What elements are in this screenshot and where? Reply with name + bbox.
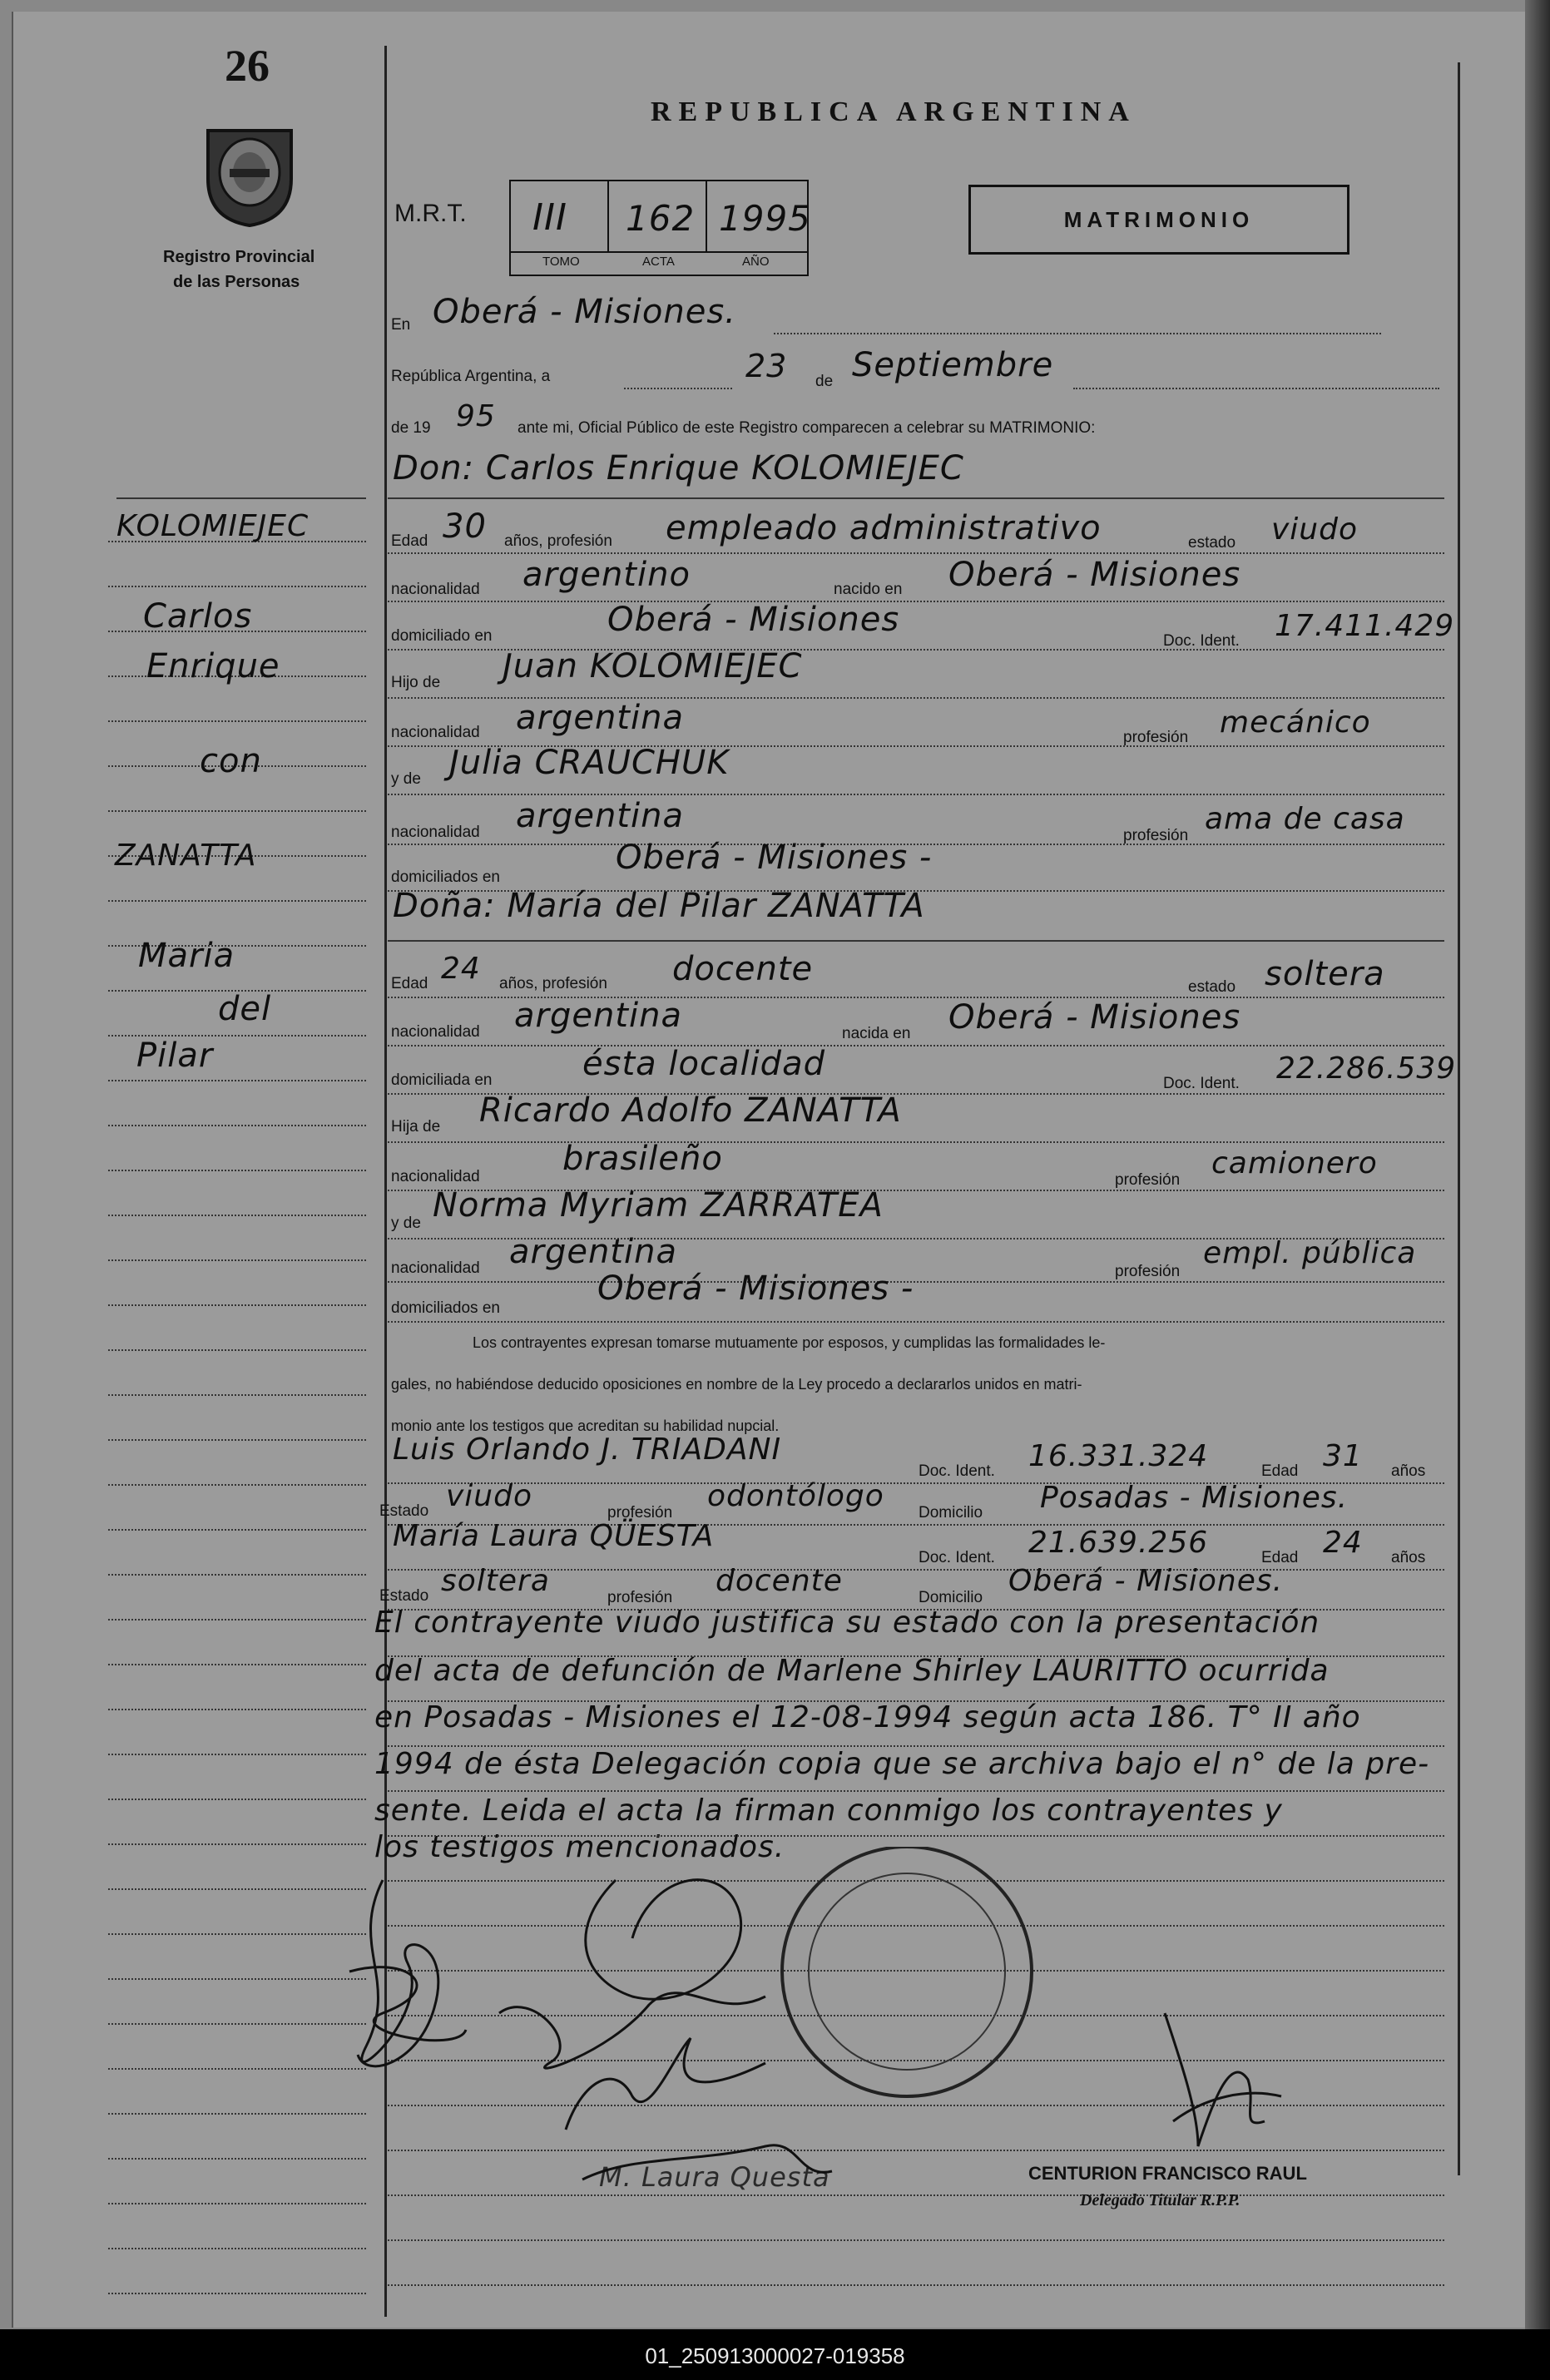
bride-name: Doña: María del Pilar ZANATTA [393, 887, 925, 925]
groom-yde-label: y de [391, 770, 421, 788]
bride-father-nationality: brasileño [562, 1140, 723, 1178]
country-heading: REPUBLICA ARGENTINA [651, 96, 1137, 127]
margin-dotted-line [108, 1754, 366, 1755]
bride-mother-prof-label: profesión [1115, 1263, 1181, 1280]
bride-father-occupation: camionero [1211, 1146, 1378, 1180]
margin-dotted-line [108, 1664, 366, 1665]
margin-dotted-line [108, 1888, 366, 1890]
note-line-1: El contrayente viudo justifica su estado con la presentación [374, 1606, 1320, 1640]
bride-occupation: docente [672, 950, 814, 988]
bride-dom-label: domiciliada en [391, 1071, 493, 1089]
declaration-line1: Los contrayentes expresan tomarse mutuamente por esposos, y cumplidas las formalidades le- [473, 1334, 1106, 1351]
bride-parents-residence: Oberá - Misiones - [597, 1269, 914, 1308]
bride-age: 24 [441, 952, 481, 986]
witness1-residence: Posadas - Misiones. [1040, 1481, 1349, 1515]
witness2-doc-label: Doc. Ident. [919, 1549, 995, 1566]
bride-hija-label: Hija de [391, 1118, 441, 1136]
margin-con: con [200, 742, 262, 780]
page-edge [1525, 0, 1550, 2329]
bride-nacida-label: nacida en [842, 1025, 911, 1042]
note-line-6: los testigos mencionados. [374, 1830, 785, 1864]
groom-signature [349, 1880, 466, 2066]
witness1-marital-status: viudo [446, 1479, 532, 1513]
record-type-box [968, 185, 1349, 255]
groom-age: 30 [443, 507, 487, 546]
margin-dotted-line [108, 2203, 366, 2204]
groom-parents-residence: Oberá - Misiones - [616, 839, 933, 877]
margin-bride-given-3: Pilar [136, 1037, 214, 1075]
margin-dotted-line [108, 586, 366, 587]
note-line-4: 1994 de ésta Delegación copia que se archiva bajo el n° de la pre- [374, 1747, 1430, 1781]
record-type-label: MATRIMONIO [1063, 207, 1255, 232]
officiant-statement: ante mi, Oficial Público de este Registro comparecen a celebrar su MATRIMONIO: [517, 419, 1096, 437]
groom-father-nationality: argentina [516, 699, 684, 737]
coat-of-arms-seal [200, 121, 300, 229]
bride-nationality: argentina [514, 997, 682, 1035]
image-caption: 01_250913000027-019358 [0, 2332, 1550, 2380]
margin-groom-given-2: Enrique [146, 647, 280, 685]
body-dotted-line [388, 1700, 1444, 1702]
mrt-box [509, 180, 809, 276]
bride-id-number: 22.286.539 [1276, 1051, 1457, 1086]
groom-nacido-label: nacido en [834, 581, 903, 598]
margin-header-rule [116, 497, 366, 499]
groom-name: Don: Carlos Enrique KOLOMIEJEC [393, 449, 964, 487]
groom-mother-prof-label: profesión [1123, 827, 1189, 844]
bride-estado-label: estado [1188, 978, 1236, 996]
witness-signature-text: M. Laura Questa [599, 2161, 830, 2193]
groom-nationality: argentino [522, 556, 691, 594]
witness2-marital-status: soltera [441, 1564, 550, 1598]
bride-residence: ésta localidad [582, 1045, 825, 1083]
mrt-tomo-label: TOMO [542, 255, 580, 269]
seal-caption-line2: de las Personas [173, 273, 300, 291]
republica-label: República Argentina, a [391, 368, 551, 385]
right-rule [1458, 62, 1460, 2175]
margin-dotted-line [108, 2293, 366, 2294]
bride-yde-label: y de [391, 1215, 421, 1232]
mrt-tomo: III [532, 196, 567, 239]
witness2-edad-label: Edad [1261, 1549, 1299, 1566]
witness2-age: 24 [1323, 1526, 1363, 1560]
body-dotted-line [388, 2239, 1444, 2241]
declaration-line2: gales, no habiéndose deducido oposiciones en nombre de la Ley procedo a declararlos unidos en matri- [391, 1376, 1082, 1393]
margin-bride-given-1: Maria [138, 937, 235, 975]
margin-dotted-line [108, 1439, 366, 1441]
groom-father: Juan KOLOMIEJEC [503, 647, 803, 685]
groom-dom-label: domiciliado en [391, 627, 493, 645]
groom-mother: Julia CRAUCHUK [449, 744, 730, 782]
body-dotted-line [388, 2284, 1444, 2286]
groom-father-nac-label: nacionalidad [391, 724, 480, 741]
margin-dotted-line [108, 1709, 366, 1710]
note-line-5: sente. Leida el acta la firman conmigo los contrayentes y [374, 1794, 1283, 1828]
witness2-name: María Laura QÜESTA [393, 1519, 715, 1553]
margin-dotted-line [108, 1484, 366, 1486]
groom-mother-occupation: ama de casa [1205, 802, 1405, 836]
margin-dotted-line [108, 1170, 366, 1171]
margin-bride-surname: ZANATTA [115, 839, 257, 873]
margin-dotted-line [108, 2248, 366, 2249]
seal-caption-line1: Registro Provincial [163, 248, 315, 266]
bride-anos-profesion-label: años, profesión [499, 975, 607, 992]
bride-signature [499, 1880, 765, 2069]
bride-mother-nationality: argentina [509, 1233, 677, 1271]
groom-marital-status: viudo [1271, 512, 1358, 547]
groom-id-number: 17.411.429 [1275, 609, 1455, 643]
mrt-ano: 1995 [719, 198, 811, 239]
witness-signature [566, 2038, 832, 2180]
en-label: En [391, 316, 411, 334]
body-dotted-line [388, 1655, 1444, 1657]
witness1-occupation: odontólogo [707, 1479, 884, 1513]
witness2-occupation: docente [716, 1564, 843, 1598]
groom-mother-nac-label: nacionalidad [391, 824, 480, 841]
groom-nac-label: nacionalidad [391, 581, 480, 598]
bride-mother: Norma Myriam ZARRATEA [433, 1186, 884, 1225]
witness2-id-number: 21.639.256 [1028, 1526, 1209, 1560]
margin-dotted-line [108, 810, 366, 812]
groom-estado-label: estado [1188, 534, 1236, 552]
groom-residence: Oberá - Misiones [607, 601, 900, 639]
groom-occupation: empleado administrativo [666, 509, 1102, 547]
body-dotted-line [388, 1745, 1444, 1747]
margin-dotted-line [108, 1799, 366, 1800]
groom-father-prof-label: profesión [1123, 729, 1189, 746]
margin-dotted-line [108, 1574, 366, 1576]
groom-doc-label: Doc. Ident. [1163, 632, 1240, 650]
bride-parents-dom-label: domiciliados en [391, 1299, 500, 1317]
margin-dotted-line [108, 1529, 366, 1531]
official-stamp [782, 1847, 1032, 2096]
witness1-edad-label: Edad [1261, 1462, 1299, 1480]
margin-dotted-line [108, 1259, 366, 1261]
bride-doc-label: Doc. Ident. [1163, 1075, 1240, 1092]
ceremony-place: Oberá - Misiones. [433, 293, 736, 331]
margin-dotted-line [108, 1978, 366, 1980]
margin-dotted-line [108, 2158, 366, 2160]
ceremony-month: Septiembre [852, 346, 1054, 384]
witness1-doc-label: Doc. Ident. [919, 1462, 995, 1480]
bride-edad-label: Edad [391, 975, 428, 992]
groom-birthplace: Oberá - Misiones [948, 556, 1241, 594]
witness2-estado-label: Estado [379, 1587, 429, 1605]
official-signature [1165, 2013, 1281, 2146]
witness2-dom-label: Domicilio [919, 1589, 983, 1606]
ceremony-day: 23 [745, 348, 788, 384]
margin-dotted-line [108, 1394, 366, 1396]
official-name: CENTURION FRANCISCO RAUL [1028, 2163, 1307, 2184]
bride-mother-nac-label: nacionalidad [391, 1259, 480, 1277]
witness1-name: Luis Orlando J. TRIADANI [393, 1432, 782, 1467]
bride-birthplace: Oberá - Misiones [948, 998, 1241, 1037]
margin-dotted-line [108, 1125, 366, 1126]
year-prefix: de 19 [391, 419, 431, 437]
witness2-prof-label: profesión [607, 1589, 673, 1606]
groom-mother-nationality: argentina [516, 797, 684, 835]
margin-dotted-line [108, 1843, 366, 1845]
ceremony-year: 95 [456, 399, 496, 433]
margin-groom-surname: KOLOMIEJEC [116, 509, 310, 543]
witness1-dom-label: Domicilio [919, 1504, 983, 1522]
groom-father-occupation: mecánico [1220, 705, 1371, 740]
margin-bride-given-2: del [218, 990, 272, 1028]
mrt-label: M.R.T. [394, 200, 467, 227]
body-dotted-line [388, 1835, 1444, 1837]
margin-dotted-line [108, 1933, 366, 1935]
groom-hijo-label: Hijo de [391, 674, 441, 691]
margin-dotted-line [108, 720, 366, 722]
margin-dotted-line [108, 1080, 366, 1081]
margin-dotted-line [108, 1304, 366, 1306]
bride-father: Ricardo Adolfo ZANATTA [479, 1091, 902, 1130]
mrt-ano-label: AÑO [742, 255, 770, 269]
note-line-2: del acta de defunción de Marlene Shirley LAURITTO ocurrida [374, 1654, 1330, 1688]
witness2-residence: Oberá - Misiones. [1008, 1564, 1284, 1598]
groom-anos-profesion-label: años, profesión [504, 532, 612, 550]
bride-father-nac-label: nacionalidad [391, 1168, 480, 1185]
declaration-line3: monio ante los testigos que acreditan su habilidad nupcial. [391, 1418, 780, 1434]
bride-marital-status: soltera [1265, 955, 1385, 993]
margin-dotted-line [108, 1215, 366, 1216]
mrt-acta: 162 [626, 198, 696, 239]
witness1-estado-label: Estado [379, 1502, 429, 1520]
bride-mother-occupation: empl. pública [1203, 1236, 1417, 1270]
witness1-age: 31 [1323, 1439, 1363, 1473]
witness1-prof-label: profesión [607, 1504, 673, 1522]
witness1-anos-label: años [1391, 1462, 1426, 1480]
margin-dotted-line [108, 1349, 366, 1351]
official-title: Delegado Titular R.P.P. [1080, 2191, 1240, 2209]
mrt-acta-label: ACTA [642, 255, 675, 269]
margin-dotted-line [108, 900, 366, 902]
bride-nac-label: nacionalidad [391, 1023, 480, 1041]
margin-dotted-line [108, 2113, 366, 2115]
margin-dotted-line [108, 1619, 366, 1620]
witness1-id-number: 16.331.324 [1028, 1439, 1209, 1473]
body-dotted-line [388, 1790, 1444, 1792]
margin-dotted-line [108, 2068, 366, 2070]
de-label: de [815, 373, 834, 390]
margin-groom-given-1: Carlos [143, 597, 253, 636]
groom-edad-label: Edad [391, 532, 428, 550]
margin-dotted-line [108, 2023, 366, 2025]
page-number: 26 [225, 41, 270, 91]
witness2-anos-label: años [1391, 1549, 1426, 1566]
note-line-3: en Posadas - Misiones el 12-08-1994 según acta 186. T° II año [374, 1700, 1361, 1734]
bride-father-prof-label: profesión [1115, 1171, 1181, 1189]
groom-parents-dom-label: domiciliados en [391, 868, 500, 886]
